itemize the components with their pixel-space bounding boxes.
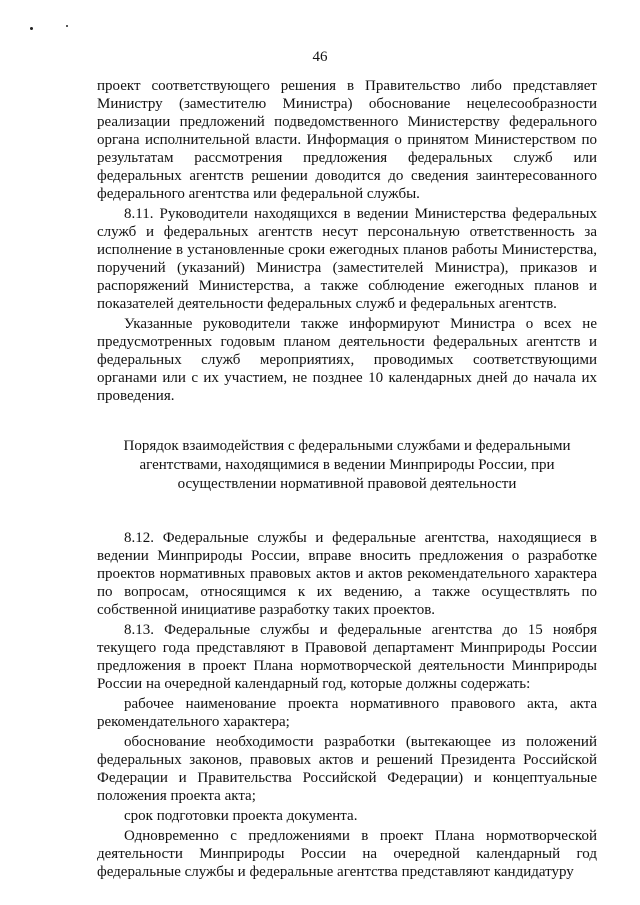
paragraph: Указанные руководители также информируют Министра о всех не предусмотренных годовым планом деятельности федеральных агентств и федеральных служб мероприятиях, проводимых соответствующими органами или с их участием, не позднее 10 календарных дней до начала их проведения. [97,316,597,404]
list-item: обоснование необходимости разработки (вытекающее из положений федеральных законов, правовых актов и решений Президента Российской Федерации и Правительства Российской Федерации) и концептуальные положения проекта акта; [97,734,597,804]
scan-mark [30,27,33,30]
page-number: 46 [312,49,328,65]
paragraph: Одновременно с предложениями в проект Плана нормотворческой деятельности Минприроды России на очередной календарный год федеральные службы и федеральные агентства представляют кандидатуру [97,828,597,880]
document-body [97,77,597,883]
paragraph: 8.12. Федеральные службы и федеральные агентства, находящиеся в ведении Минприроды России, вправе вносить предложения о разработке проектов нормативных правовых актов и актов рекомендательного характера по вопросам, относящимся к их ведению, а также осуществлять по собственной инициативе разработку таких проектов. [97,530,597,618]
paragraph: 8.13. Федеральные службы и федеральные агентства до 15 ноября текущего года представляют в Правовой департамент Минприроды России предложения в проект Плана нормотворческой деятельности Минприроды России на очередной календарный год, которые должны содержать: [97,622,597,692]
list-item: срок подготовки проекта документа. [124,808,358,824]
section-heading: Порядок взаимодействия с федеральными службами и федеральными агентствами, находящимися в ведении Минприроды России, при осуществлении нормативной правовой деятельности [123,438,571,492]
paragraph: 8.11. Руководители находящихся в ведении Министерства федеральных служб и федеральных агентств несут персональную ответственность за исполнение в установленные сроки ежегодных планов работы Министерства, поручений (указаний) Министра (заместителей Министра), приказов и распоряжений Министерства, а также соблюдение ежегодных планов и показателей деятельности федеральных служб и федеральных агентств. [97,206,597,312]
list-item: рабочее наименование проекта нормативного правового акта, акта рекомендательного характера; [97,696,597,730]
scan-mark [66,25,68,27]
paragraph: проект соответствующего решения в Правительство либо представляет Министру (заместителю Министра) обоснование нецелесообразности реализации предложений подведомственного Министерству федерального органа исполнительной власти. Информация о принятом Министерством по результатам рассмотрения предложения федеральных служб или федеральных агентств решении доводится до сведения заинтересованного федерального агентства или федеральной службы. [97,78,597,202]
